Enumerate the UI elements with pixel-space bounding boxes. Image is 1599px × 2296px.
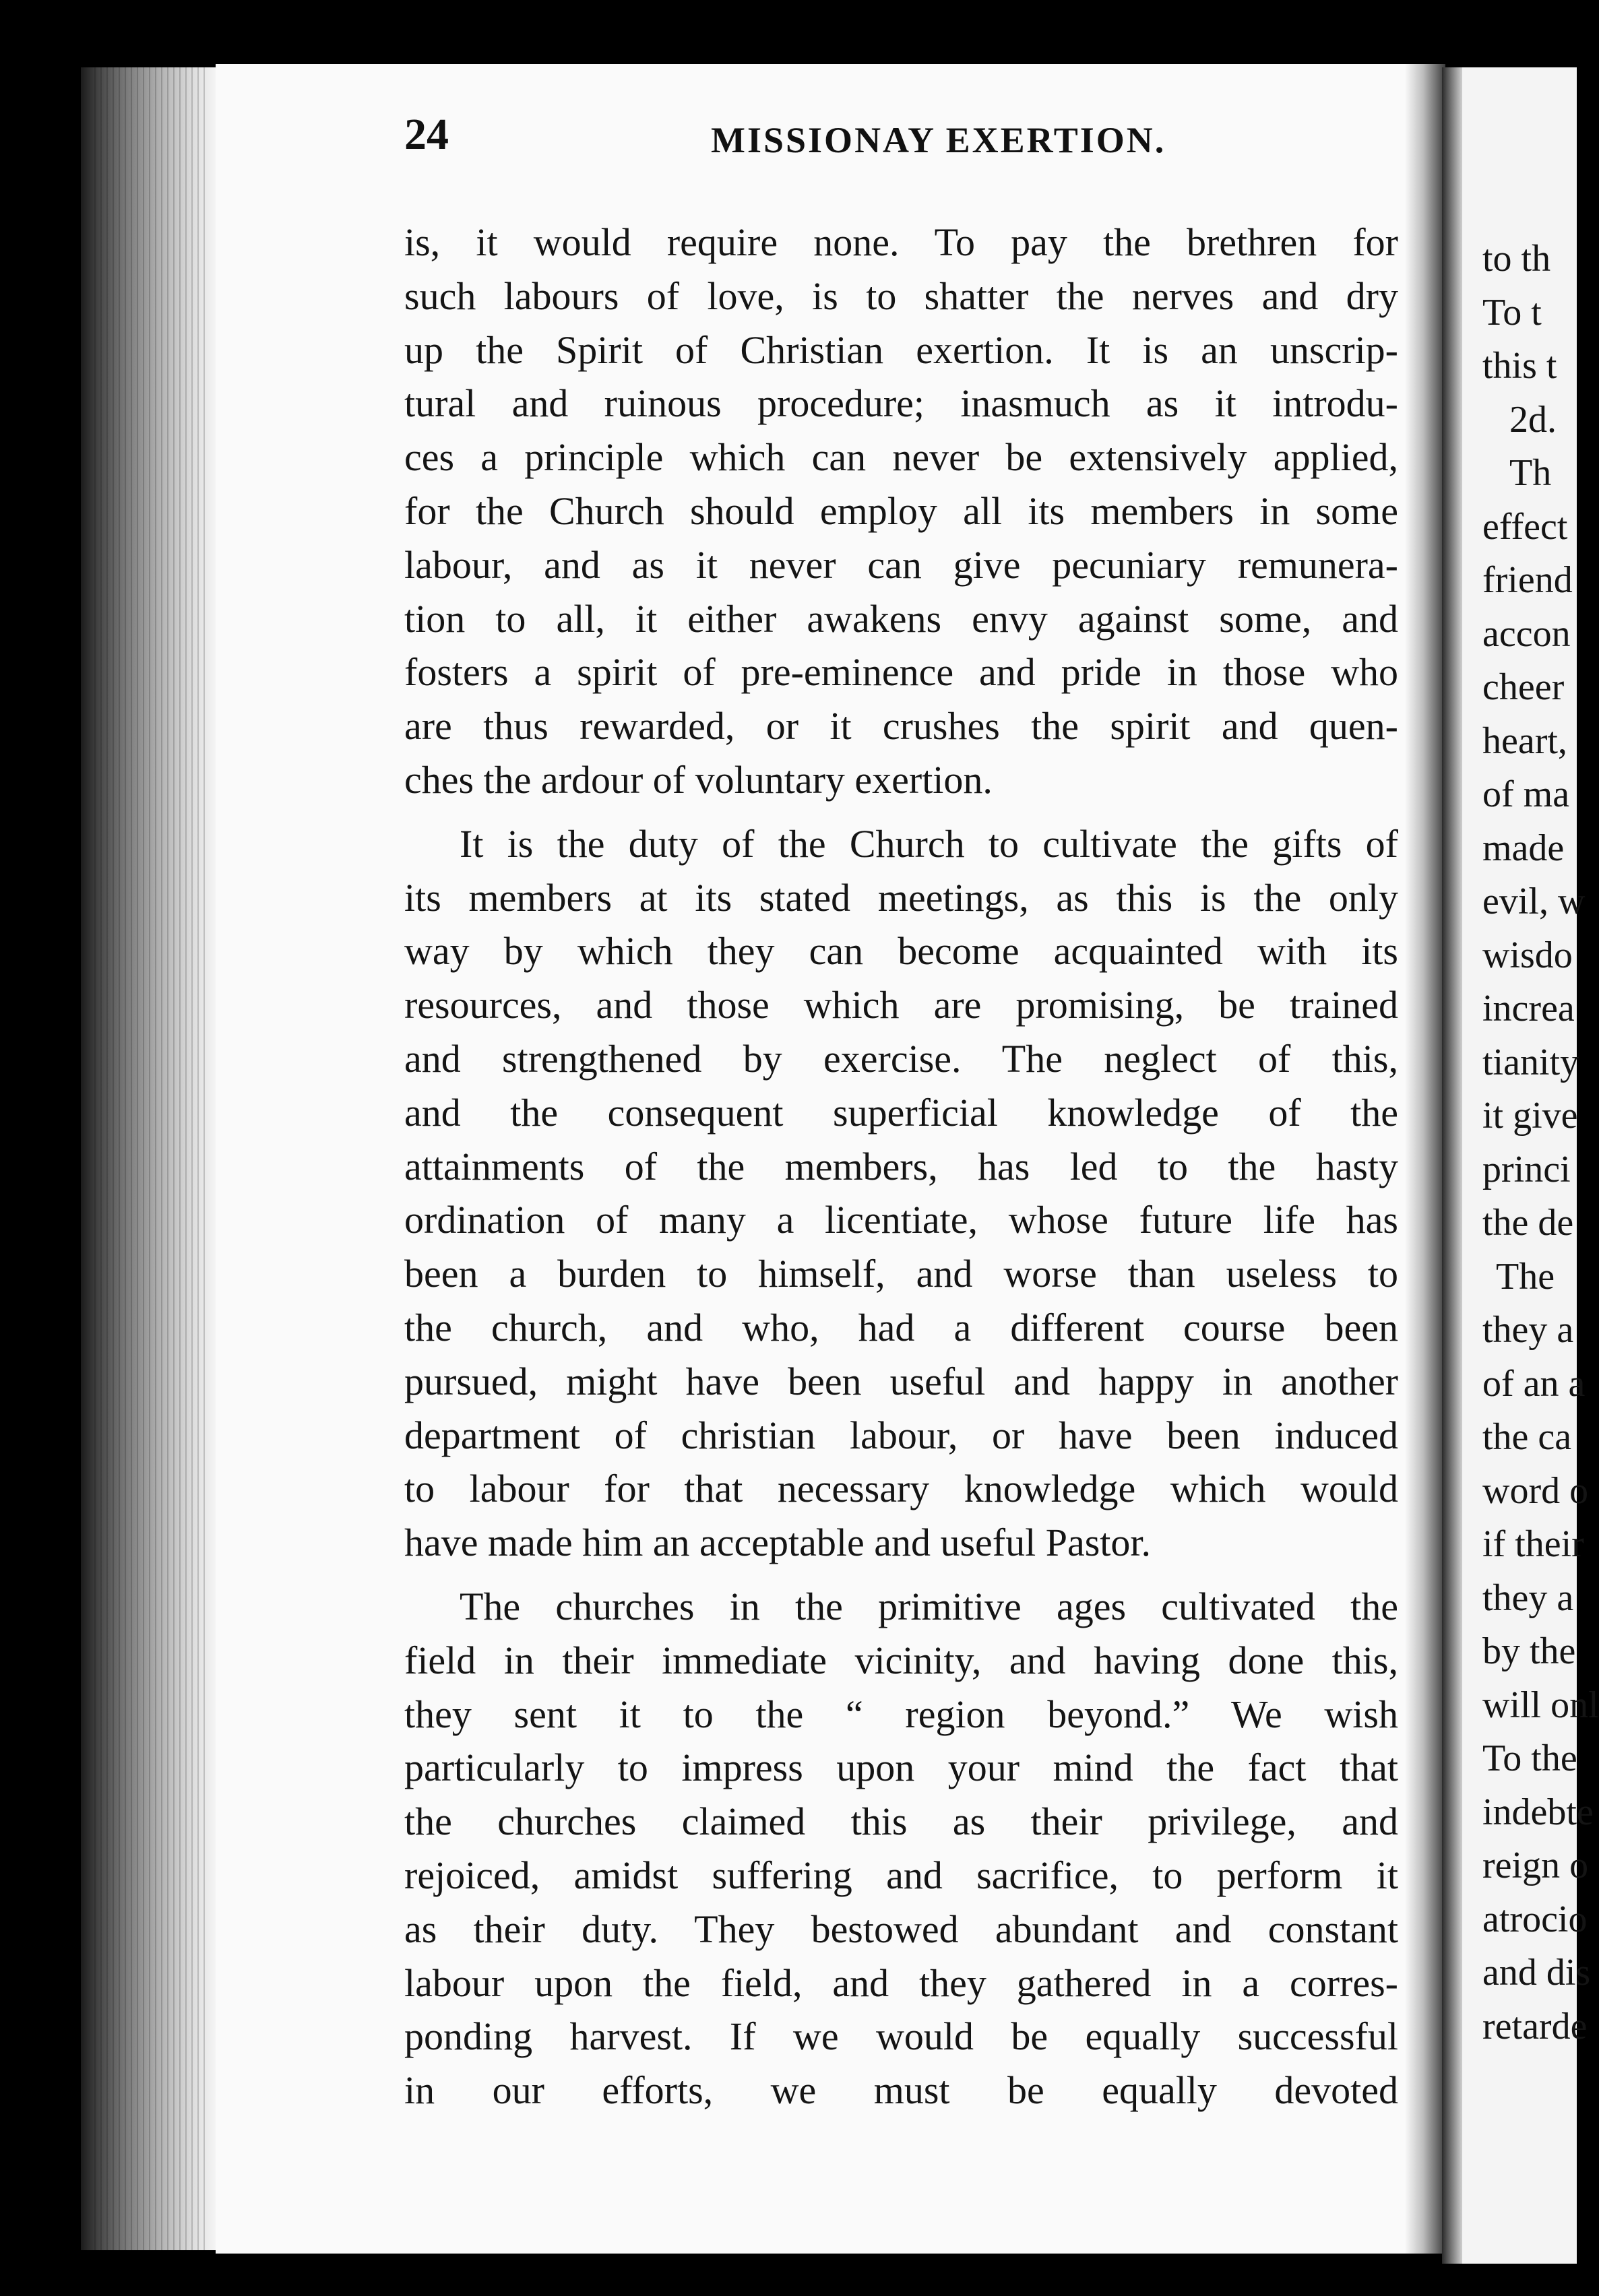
facing-text-line: will onl [1482,1684,1599,1726]
text-line: way by which they can become acquainted with its [404,929,1398,974]
text-line: to labour for that necessary knowledge which would [404,1467,1398,1511]
text-line: tural and ruinous procedure; inasmuch as it introdu- [404,381,1398,426]
facing-text-line: this t [1482,345,1557,387]
facing-page-text [1482,232,1599,2053]
text-line: rejoiced, amidst suffering and sacrifice, to perform it [404,1853,1398,1897]
page-number: 24 [404,110,449,159]
facing-text-line: to th [1482,238,1551,280]
text-line: resources, and those which are promising, be trained [404,983,1398,1027]
facing-text-line: 2d. [1509,398,1557,441]
facing-text-line: atrocio [1482,1898,1588,1940]
text-line: ordination of many a licentiate, whose future life has [404,1198,1398,1242]
paragraph-3 [404,1580,1398,2117]
text-line: its members at its stated meetings, as this is the only [404,875,1398,920]
text-line: labour upon the field, and they gathered in a corres- [404,1960,1398,2005]
facing-text-line: of ma [1482,773,1570,815]
facing-text-line: heart, [1482,720,1567,762]
text-line: The churches in the primitive ages cultivated the [460,1584,1398,1628]
text-line: field in their immediate vicinity, and having done this, [404,1638,1398,1682]
text-line: ces a principle which can never be extensively applied, [404,435,1398,480]
text-line: for the Church should employ all its members in some [404,488,1398,533]
facing-text-line: increa [1482,988,1575,1029]
spine-shadow [1405,64,1445,2254]
facing-text-line: Th [1509,452,1552,494]
text-line: have made him an acceptable and useful Pastor. [404,1521,1152,1565]
facing-text-line: and dis [1482,1952,1591,1994]
facing-text-line: if their [1482,1523,1584,1565]
facing-text-line: it give [1482,1095,1578,1137]
text-line: particularly to impress upon your mind the fact that [404,1746,1398,1790]
text-line: It is the duty of the Church to cultivate the gifts of [460,821,1398,866]
facing-text-line: indebte [1482,1791,1594,1833]
facing-text-line: accon [1482,612,1571,655]
facing-text-line: they a [1482,1576,1574,1619]
text-line: pursued, might have been useful and happy in another [404,1359,1398,1403]
facing-text-line: they a [1482,1309,1574,1351]
text-line: in our efforts, we must be equally devoted [404,2068,1398,2113]
text-line: and the consequent superficial knowledge of the [404,1090,1398,1135]
facing-text-line: cheer [1482,666,1565,708]
text-line: attainments of the members, has led to the hasty [404,1144,1398,1188]
facing-text-line: To the [1482,1737,1577,1779]
facing-text-line: wisdo [1482,934,1573,976]
text-line: is, it would require none. To pay the brethren for [404,220,1398,264]
facing-text-line: the ca [1482,1416,1572,1458]
text-line: labour, and as it never can give pecuniary remunera- [404,542,1398,587]
text-line: department of christian labour, or have been induced [404,1413,1398,1457]
facing-text-line: To t [1482,291,1542,333]
facing-text-line: tianity [1482,1041,1579,1083]
text-line: been a burden to himself, and worse than useless to [404,1252,1398,1296]
page-edge-lines [94,67,209,2250]
text-line: ches the ardour of voluntary exertion. [404,757,993,802]
paragraph-2 [404,817,1398,1570]
facing-text-line: effect [1482,505,1568,548]
text-line: and strengthened by exercise. The neglect of this, [404,1036,1398,1081]
text-line: fosters a spirit of pre-eminence and pride in those who [404,650,1398,695]
facing-text-line: made [1482,827,1565,869]
text-line: the church, and who, had a different course been [404,1305,1398,1349]
running-title: MISSIONAY EXERTION. [711,120,1166,160]
facing-text-line: The [1496,1255,1555,1298]
body-text [404,216,1398,2117]
paragraph-1 [404,216,1398,807]
facing-text-line: reign o [1482,1845,1589,1886]
facing-text-line: word o [1482,1469,1589,1512]
facing-text-line: retarde [1482,2005,1588,2047]
facing-text-line: friend [1482,559,1573,601]
text-line: are thus rewarded, or it crushes the spirit and quen- [404,704,1398,748]
facing-text-line: the de [1482,1202,1574,1244]
text-line: they sent it to the “ region beyond.” We wish [404,1692,1398,1736]
text-line: tion to all, it either awakens envy against some, and [404,596,1398,641]
text-line: up the Spirit of Christian exertion. It is an unscrip- [404,327,1398,372]
text-line: such labours of love, is to shatter the nerves and dry [404,274,1398,318]
facing-text-line: princi [1482,1148,1571,1190]
facing-text-line: by the [1482,1630,1576,1672]
facing-text-line: of an a [1482,1362,1586,1405]
text-line: ponding harvest. If we would be equally successful [404,2014,1398,2059]
text-line: the churches claimed this as their privilege, and [404,1799,1398,1844]
facing-text-line: evil, w [1482,881,1586,922]
text-line: as their duty. They bestowed abundant and constant [404,1907,1398,1951]
